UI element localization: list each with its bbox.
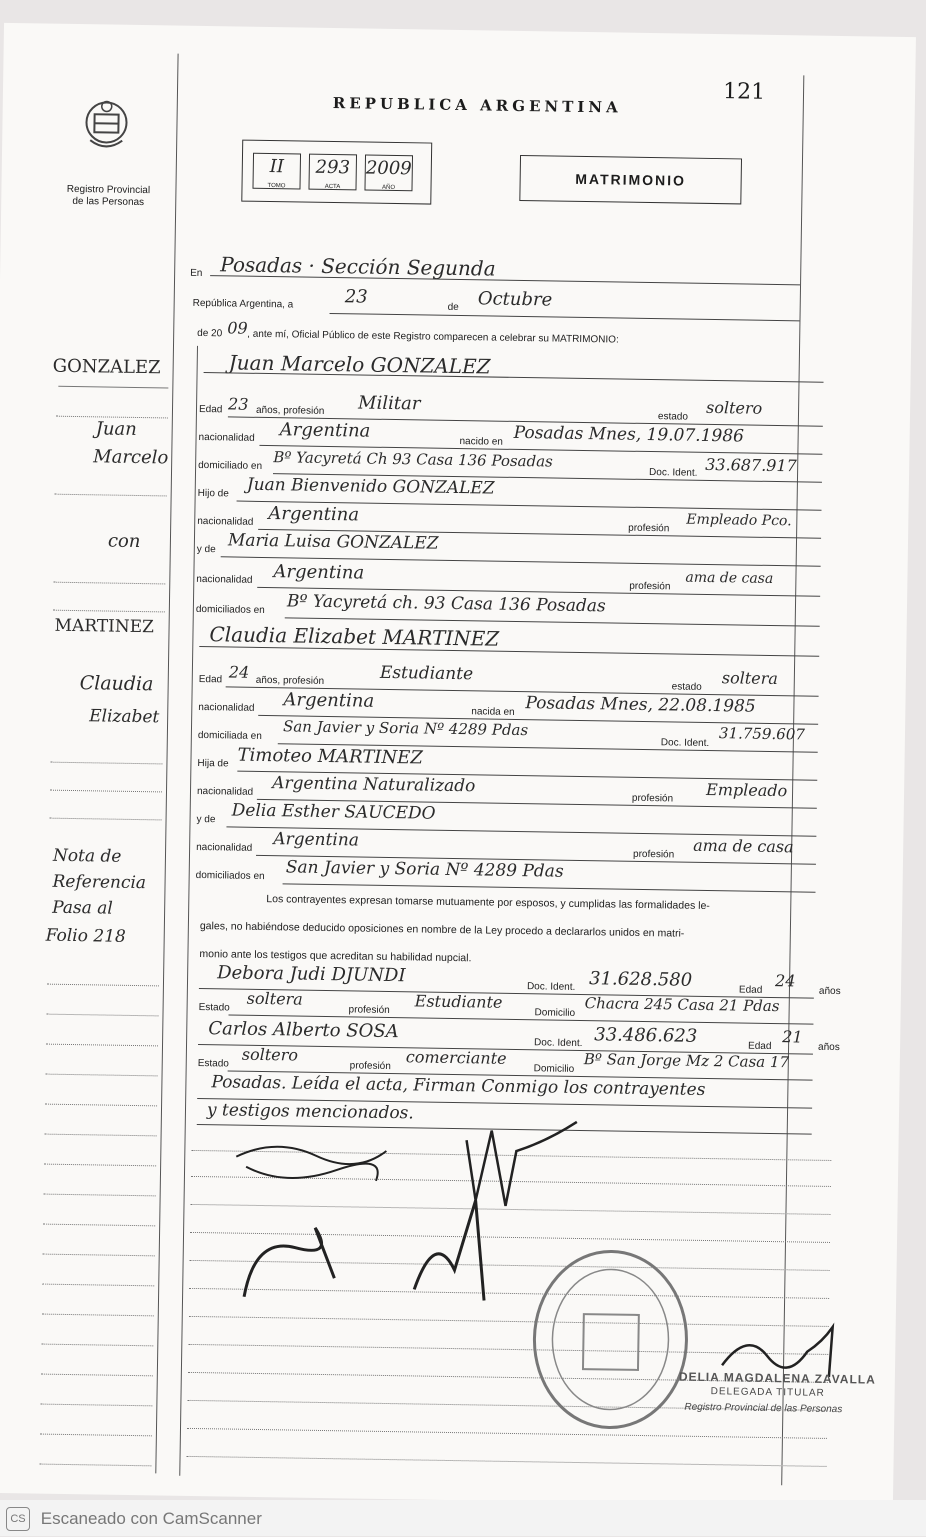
closing-line-1: Posadas. Leída el acta, Firman Conmigo los contrayentes — [211, 1072, 705, 1100]
witness2-doc-label: Doc. Ident. — [534, 1037, 583, 1049]
witness2-estado-label: Estado — [198, 1058, 229, 1069]
acta-label: ACTA — [309, 184, 355, 191]
bride-madre-nac-label: nacionalidad — [196, 842, 252, 854]
margin-note-4: Folio 218 — [46, 926, 126, 947]
margin-note-3: Pasa al — [52, 898, 113, 919]
official-name: DELIA MAGDALENA ZAVALLA — [679, 1370, 876, 1387]
bride-madre-prof: ama de casa — [693, 836, 794, 857]
record-number-box — [241, 140, 432, 205]
logo-caption: Registro Provincial de las Personas — [53, 184, 163, 210]
groom-nacionalidad: Argentina — [280, 419, 371, 441]
place-value: Posadas · Sección Segunda — [220, 252, 496, 280]
groom-estado: soltero — [706, 398, 762, 418]
coat-of-arms-logo — [80, 96, 133, 157]
margin-bride-given1: Claudia — [80, 672, 154, 695]
tomo-value: II — [254, 156, 300, 178]
acta-cell — [308, 154, 357, 191]
groom-nacido: Posadas Mnes, 19.07.1986 — [514, 423, 745, 447]
bride-padre-nac: Argentina Naturalizado — [272, 773, 475, 796]
witness1-dom-label: Domicilio — [534, 1007, 575, 1019]
document-page — [0, 23, 916, 1507]
groom-yde-label: y de — [197, 544, 216, 555]
bride-estado: soltera — [722, 668, 778, 688]
bride-domicilio: San Javier y Soria Nº 4289 Pdas — [283, 717, 528, 739]
acta-value: 293 — [310, 157, 356, 179]
witness1-profesion: Estudiante — [415, 991, 503, 1011]
witness1-doc-label: Doc. Ident. — [527, 981, 576, 993]
margin-note-1: Nota de — [53, 846, 122, 867]
bride-padre-nac-label: nacionalidad — [197, 786, 253, 798]
groom-nacido-label: nacido en — [459, 436, 503, 448]
tomo-label: TOMO — [253, 183, 299, 190]
margin-bride-surname: MARTINEZ — [54, 616, 154, 638]
bride-padre: Timoteo MARTINEZ — [237, 745, 423, 769]
country-heading: REPUBLICA ARGENTINA — [333, 94, 622, 117]
bride-doc: 31.759.607 — [719, 724, 805, 743]
bride-nacida: Posadas Mnes, 22.08.1985 — [525, 693, 756, 717]
record-type-box: MATRIMONIO — [519, 155, 742, 204]
groom-name: Juan Marcelo GONZALEZ — [229, 350, 491, 378]
witness2-edad-label: Edad — [748, 1041, 772, 1052]
official-title: DELEGADA TITULAR — [711, 1386, 825, 1399]
groom-madre-nac-label: nacionalidad — [196, 574, 252, 586]
year-digits: 09 — [227, 318, 248, 337]
witness1-edad: 24 — [775, 971, 796, 990]
bride-madre-nac: Argentina — [273, 829, 359, 850]
bride-madre: Delia Esther SAUCEDO — [232, 801, 436, 824]
bride-prof-label: años, profesión — [256, 675, 325, 687]
bride-nac-label: nacionalidad — [198, 702, 254, 714]
bride-madre-prof-label: profesión — [633, 849, 674, 861]
bride-hija-label: Hija de — [197, 758, 228, 769]
bride-nacida-label: nacida en — [471, 706, 515, 718]
groom-nac-label: nacionalidad — [198, 432, 254, 444]
scanner-text: Escaneado con CamScanner — [41, 1509, 262, 1528]
groom-padre-nac-label: nacionalidad — [197, 516, 253, 528]
margin-groom-given2: Marcelo — [93, 446, 168, 468]
groom-prof-label: años, profesión — [256, 405, 325, 417]
witness2-profesion: comerciante — [406, 1047, 507, 1068]
bride-dom-label: domiciliada en — [198, 730, 262, 742]
en-label: En — [190, 268, 202, 279]
witness1-domicilio: Chacra 245 Casa 21 Pdas — [585, 994, 780, 1015]
tomo-cell — [252, 153, 301, 190]
groom-madre-prof: ama de casa — [685, 570, 773, 587]
groom-padres-dom: Bº Yacyretá ch. 93 Casa 136 Posadas — [287, 591, 606, 616]
margin-groom-given1: Juan — [96, 418, 137, 440]
ano-value: 2009 — [366, 158, 412, 180]
groom-doc: 33.687.917 — [705, 455, 797, 475]
groom-edad-label: Edad — [199, 404, 223, 415]
groom-madre-prof-label: profesión — [629, 581, 670, 593]
scanner-watermark — [0, 1500, 926, 1536]
margin-bride-given2: Elizabet — [89, 706, 159, 727]
groom-madre: Maria Luisa GONZALEZ — [228, 530, 439, 553]
ano-cell — [364, 155, 413, 192]
ano-label: AÑO — [365, 185, 411, 192]
groom-doc-label: Doc. Ident. — [649, 467, 698, 479]
closing-line-2: y testigos mencionados. — [207, 1100, 414, 1123]
witness1-doc: 31.628.580 — [589, 968, 692, 991]
bride-estado-label: estado — [672, 681, 702, 692]
witness2-name: Carlos Alberto SOSA — [208, 1018, 399, 1042]
de-label: de — [448, 302, 459, 313]
witness2-doc: 33.486.623 — [594, 1024, 697, 1047]
bride-yde-label: y de — [196, 814, 215, 825]
official-office: Registro Provincial de las Personas — [684, 1402, 842, 1415]
groom-padre-nac: Argentina — [268, 503, 359, 525]
witness1-edad-label: Edad — [739, 985, 763, 996]
witness2-estado: soltero — [242, 1045, 298, 1065]
margin-rule-right — [179, 346, 198, 1476]
groom-padres-dom-label: domiciliados en — [196, 604, 265, 616]
bride-name: Claudia Elizabet MARTINEZ — [209, 622, 499, 651]
groom-domicilio: Bº Yacyretá Ch 93 Casa 136 Posadas — [273, 448, 553, 470]
witness2-edad: 21 — [782, 1027, 803, 1046]
margin-note-2: Referencia — [52, 872, 146, 893]
witness2-anos-label: años — [818, 1042, 840, 1053]
margin-con: con — [108, 531, 141, 553]
bride-padres-dom-label: domiciliados en — [196, 870, 265, 882]
bride-padres-dom: San Javier y Soria Nº 4289 Pdas — [286, 857, 564, 881]
witness1-estado-label: Estado — [199, 1002, 230, 1013]
witness2-prof-label: profesión — [350, 1060, 391, 1072]
witness1-name: Debora Judi DJUNDI — [217, 962, 406, 986]
bride-edad-label: Edad — [199, 674, 223, 685]
witness1-prof-label: profesión — [349, 1004, 390, 1016]
margin-groom-surname: GONZALEZ — [53, 356, 161, 379]
year-label: de 20 — [197, 328, 222, 339]
groom-padre: Juan Bienvenido GONZALEZ — [247, 475, 495, 499]
witness2-dom-label: Domicilio — [534, 1063, 575, 1075]
groom-estado-label: estado — [658, 411, 688, 422]
bride-padre-prof-label: profesión — [632, 793, 673, 805]
witness1-estado: soltera — [247, 989, 303, 1009]
official-seal-stamp — [527, 1243, 695, 1436]
republica-label: República Argentina, a — [193, 298, 294, 311]
month-value: Octubre — [478, 288, 553, 310]
camscanner-logo: CS — [6, 1507, 30, 1531]
bride-profesion: Estudiante — [380, 663, 474, 684]
bride-doc-label: Doc. Ident. — [661, 737, 710, 749]
groom-padre-prof-label: profesión — [628, 523, 669, 535]
groom-madre-nac: Argentina — [273, 561, 364, 583]
formal-line-2: gales, no habiéndose deducido oposiciones en nombre de la Ley procedo a declararlos unidos en matri- — [200, 920, 685, 940]
bride-nacionalidad: Argentina — [283, 689, 374, 711]
intro-sentence: , ante mí, Oficial Público de este Registro comparecen a celebrar su MATRIMONIO: — [247, 329, 619, 346]
witness1-anos-label: años — [819, 986, 841, 997]
groom-profesion: Militar — [358, 392, 421, 414]
witness2-domicilio: Bº San Jorge Mz 2 Casa 17 — [584, 1050, 789, 1071]
groom-edad: 23 — [228, 394, 249, 413]
formal-line-3: monio ante los testigos que acreditan su habilidad nupcial. — [199, 948, 471, 964]
groom-hijo-label: Hijo de — [198, 488, 229, 499]
formal-line-1: Los contrayentes expresan tomarse mutuamente por esposos, y cumplidas las formalidades le- — [266, 893, 710, 912]
groom-dom-label: domiciliado en — [198, 460, 262, 472]
page-number: 121 — [723, 79, 765, 105]
day-value: 23 — [345, 286, 368, 307]
groom-padre-prof: Empleado Pco. — [686, 512, 792, 530]
bride-padre-prof: Empleado — [706, 780, 787, 800]
bride-edad: 24 — [229, 662, 250, 681]
